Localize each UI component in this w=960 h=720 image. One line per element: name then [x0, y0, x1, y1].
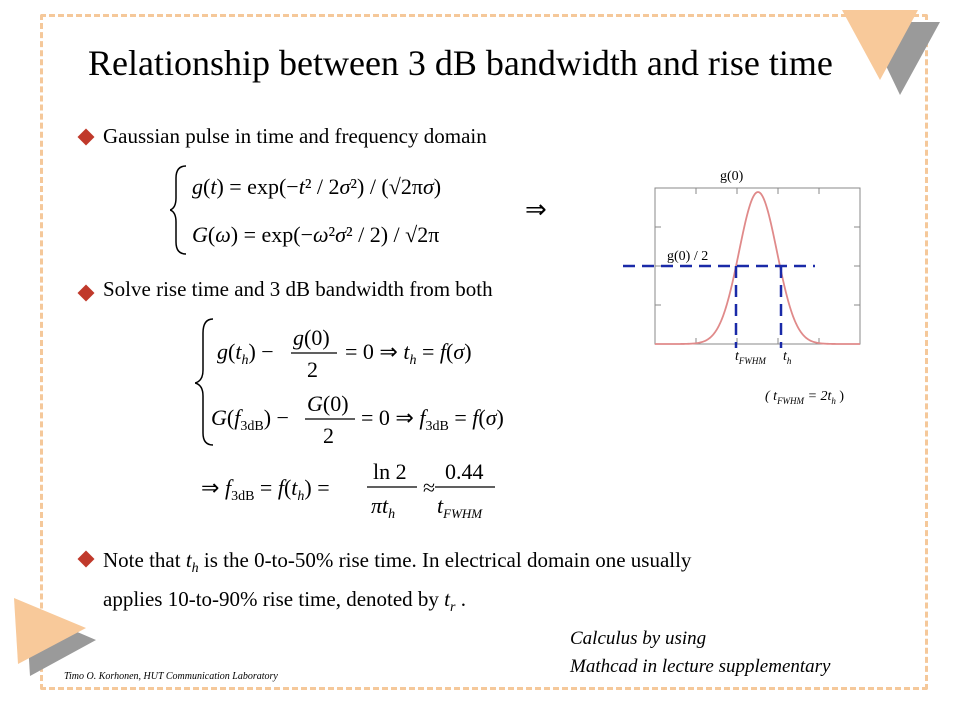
- equation-gaussian: [170, 160, 570, 260]
- svg-text:= 0 ⇒ f3dB = f(σ): = 0 ⇒ $f_{3dB} = f(\sigma)$: [361, 405, 504, 434]
- svg-text:≈: ≈: [423, 475, 436, 500]
- calc-line-2: Mathcad in lecture supplementary: [570, 656, 831, 677]
- svg-text:= 0 ⇒ th = f(σ): = 0 ⇒ $t_h = f(\sigma)$: [345, 339, 472, 368]
- svg-text:ln 2: ln 2: [373, 459, 407, 484]
- equation-bandwidth: [195, 455, 515, 525]
- svg-text:πth: $\pi t_h$: [371, 493, 396, 522]
- label-g0-half: g(0) / 2: [667, 249, 709, 264]
- calc-line-1: Calculus by using: [570, 628, 707, 649]
- svg-text:g(t) = exp(−t² / 2σ²) / (√2πσ): g(t) = exp(−t² / 2σ²) / (√2πσ): [192, 174, 442, 199]
- svg-text:G(ω) = exp(−ω²σ² / 2) / √2π: G(ω) = exp(−ω²σ² / 2) / √2π: [192, 222, 440, 247]
- label-th: $t_h$: [783, 349, 792, 366]
- svg-text:2: 2: [323, 423, 334, 448]
- label-relation: ( $t_{FWHM} = 2t_h$ ): [765, 389, 845, 406]
- bullet-text-1: Gaussian pulse in time and frequency domain: [103, 124, 487, 148]
- svg-text:⇒: ⇒: [525, 195, 547, 225]
- bullet-text-2: Solve rise time and 3 dB bandwidth from both: [103, 277, 493, 301]
- svg-text:⇒ f3dB = f(th) =: ⇒ $f_{3dB} = f(t_h)$ =: [201, 475, 330, 504]
- svg-text:2: 2: [307, 357, 318, 382]
- equation-solve: [195, 315, 575, 450]
- label-tfwhm: $t_{FWHM}$: [735, 349, 766, 366]
- label-g0: g(0): [720, 169, 744, 184]
- svg-text:tFWHM: $t_{FWHM}$: [437, 493, 483, 521]
- footer-credit: Timo O. Korhonen, HUT Communication Laboratory: [64, 671, 278, 682]
- note-text: Note that $t_h$ is the 0-to-50% rise time. In electrical domain one usually applies 10-to-90% rise time, denoted by $t_r$ .: [103, 548, 692, 616]
- svg-text:0.44: 0.44: [445, 459, 484, 484]
- svg-text:G(0): G(0): [307, 391, 349, 416]
- svg-text:G(f3dB) −: $G(f_{3dB})$ −: [211, 405, 289, 434]
- gaussian-figure: [615, 160, 875, 410]
- svg-text:g(th) −: $g(t_h)$ −: [217, 339, 274, 368]
- calculus-note: [570, 625, 830, 681]
- svg-text:g(0): g(0): [293, 325, 330, 350]
- slide-title: Relationship between 3 dB bandwidth and rise time: [88, 43, 833, 83]
